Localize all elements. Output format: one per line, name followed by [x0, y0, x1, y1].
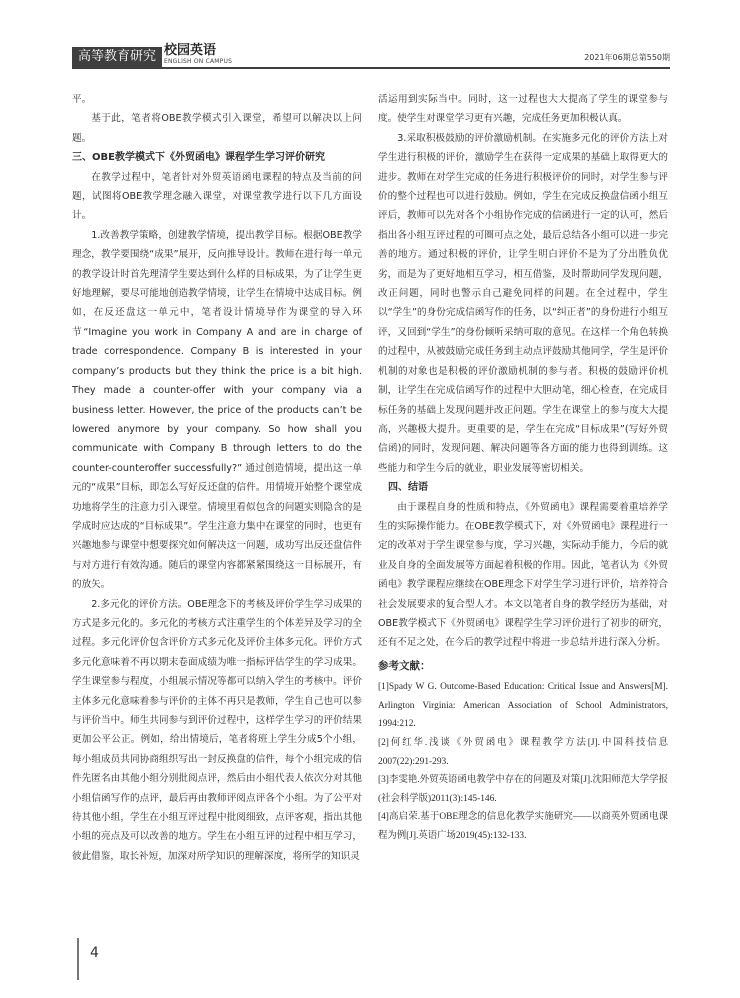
body-paragraph: 2.多元化的评价方法。OBE理念下的考核及评价学生学习成果的方式是多元化的。多元化的考核方式注重学生的个体差异及学习的全过程。多元化评价包含评价方式多元化及评价主体多元化。评价方式多元化意味着不再以期末卷面成绩为唯一指标评估学生的学习成果。学生课堂参与程度，小组展示情况等都可以纳入学生的考核中。评价主体多元化意味着参与评价的主体不再只是教师，学生自己也可以参与评价当中。师生共同参与到评价过程中，这样学生学习的评价结果更加公平公正。例如，给出情境后，笔者将班上学生分成5个小组，每小组成员共同协商组织写出一封反换盘的信件，每个小组完成的信件先匿名由其他小组分别批阅点评，然后由小组代表人依次分对其他小组信函写作的点评，最后再由教师评阅点评各个小组。为了公平对待其他小组，学生在小组互评过程中批阅细致，点评客观，指出其他小组的亮点及可以改善的地方。学生在小组互评的过程中相互学习，彼此借鉴，取长补短，加深对所学知识的理解深度，将所学的知识灵: [72, 598, 362, 862]
journal-logo: [164, 43, 232, 66]
body-paragraph: 基于此，笔者将OBE教学模式引入课堂，希望可以解决以上问题。: [72, 113, 362, 144]
reference-item: [2]何红华.浅谈《外贸函电》课程教学方法[J].中国科技信息2007(22):291-293.: [378, 737, 668, 767]
section-label: 高等教育研究: [72, 47, 162, 67]
section-heading: 四、结语: [388, 482, 428, 494]
body-paragraph: 平。: [72, 94, 92, 105]
reference-item: [3]李雯艳.外贸英语函电教学中存在的问题及对策[J].沈阳师范大学学报(社会科学版)2011(3):145-146.: [378, 775, 668, 804]
issue-info: 2021年06期总第550期: [584, 53, 670, 62]
body-paragraph: 活运用到实际当中。同时，这一过程也大大提高了学生的课堂参与度。使学生对课堂学习更有兴趣，完成任务更加积极认真。: [378, 94, 668, 125]
reference-item: [1]Spady W G. Outcome-Based Education: Critical Issue and Answers[M]. Arlington Virginia: American Association of School Administrators, 1994:212.: [378, 682, 668, 730]
body-paragraph: 1.改善教学策略，创建教学情境，提出教学目标。根据OBE教学理念，教学要围绕“成果”展开，反向推导设计。教师在进行每一单元的教学设计时首先理清学生要达到什么样的目标成果，为了让学生更好地理解，要尽可能地创造教学情境，让学生在情境中达成目标。例如，在反还盘这一单元中，笔者设计情境导作为课堂的导入环节“Imagine you work in Company A and are in charge of trade correspondence. Company B is interested in your company’s products but they think the price is a bit high. They made a counter-offer with your company via a business letter. However, the price of the products can’t be lowered anymore by your company. So how shall you communicate with Company B through letters to do the counter-counteroffer successfully?” 通过创造情境，提出这一单元的“成果”目标，即怎么写好反还盘的信件。用情境开始整个课堂成功地将学生的注意力引入课堂。情境里看似包含的问题实则隐含的是学成时应达成的“目标成果”。学生注意力集中在课堂的同时，也更有兴趣地参与课堂中想要探究如何解决这一问题，成功写出反还盘信件与对方进行有效沟通。随后的课堂内容都紧紧围绕这一目标展开，有的放矢。: [72, 229, 362, 591]
references: [378, 657, 668, 846]
page-number-rule: [77, 938, 79, 980]
left-column: [72, 90, 362, 866]
body-paragraph: 在教学过程中，笔者针对外贸英语函电课程的特点及当前的问题，试图将OBE教学理念融入课堂，对课堂教学进行以下几方面设计。: [72, 171, 362, 222]
reference-item: [4]高启荣.基于OBE理念的信息化教学实施研究——以商英外贸函电课程为例[J].英语广场2019(45):132-133.: [378, 812, 668, 841]
section-heading: 三、OBE教学模式下《外贸函电》课程学生学习评价研究: [72, 152, 325, 164]
page-header: [72, 43, 670, 69]
logo-chinese: 校园英语: [164, 43, 217, 58]
logo-english: ENGLISH ON CAMPUS: [164, 58, 233, 65]
page-number: 4: [90, 945, 99, 961]
header-rule: [72, 67, 670, 69]
body-paragraph: 3.采取积极鼓励的评价激励机制。在实施多元化的评价方法上对学生进行积极的评价，激励学生在获得一定成果的基础上取得更大的进步。教师在对学生完成的任务进行积极评价的同时，对学生参与评价的整个过程也可以进行鼓励。例如，学生在完成反换盘信函小组互评后，教师可以先对各个小组协作完成的信函进行一定的认可，然后指出各小组互评过程的可圈可点之处，最后总结各小组可以进一步完善的地方。通过积极的评价，让学生明白评价不是为了分出胜负优劣，而是为了更好地相互学习，相互借鉴，及时帮助同学发现问题，改正问题，同时也警示自己避免同样的问题。在全过程中，学生以“学生”的身份完成信函写作的任务，以“纠正者”的身份进行小组互评，又回到“学生”的身份倾听采纳可取的意见。在这样一个角色转换的过程中，从被鼓励完成任务到主动点评鼓励其他同学，学生是评价机制的对象也是积极的评价激励机制的参与者。积极的鼓励评价机制，让学生在完成信函写作的过程中大胆动笔，细心检查，在完成目标任务的基础上发现问题并改正问题。学生在课堂上的参与度大大提高，兴趣极大提升。更重要的是，学生在完成“目标成果”(写好外贸信函)的同时，发现问题、解决问题等各方面的能力也得到训练。这些能力和学生今后的就业，职业发展等密切相关。: [378, 132, 668, 474]
body-paragraph: 由于课程自身的性质和特点，《外贸函电》课程需要着重培养学生的实际操作能力。在OBE教学模式下，对《外贸函电》课程进行一定的改革对于学生课堂参与度，学习兴趣，实际动手能力，今后的就业及自身的全面发展等方面起着积极的作用。因此，笔者认为《外贸函电》教学课程应继续在OBE理念下对学生学习进行评价，培养符合社会发展要求的复合型人才。本文以笔者自身的教学经历为基础，对OBE教学模式下《外贸函电》课程学生学习评价进行了初步的研究，还有不足之处，在今后的教学过程中将进一步总结并进行深入分析。: [378, 501, 668, 649]
right-column: [378, 90, 668, 846]
references-title: 参考文献：: [378, 659, 431, 672]
